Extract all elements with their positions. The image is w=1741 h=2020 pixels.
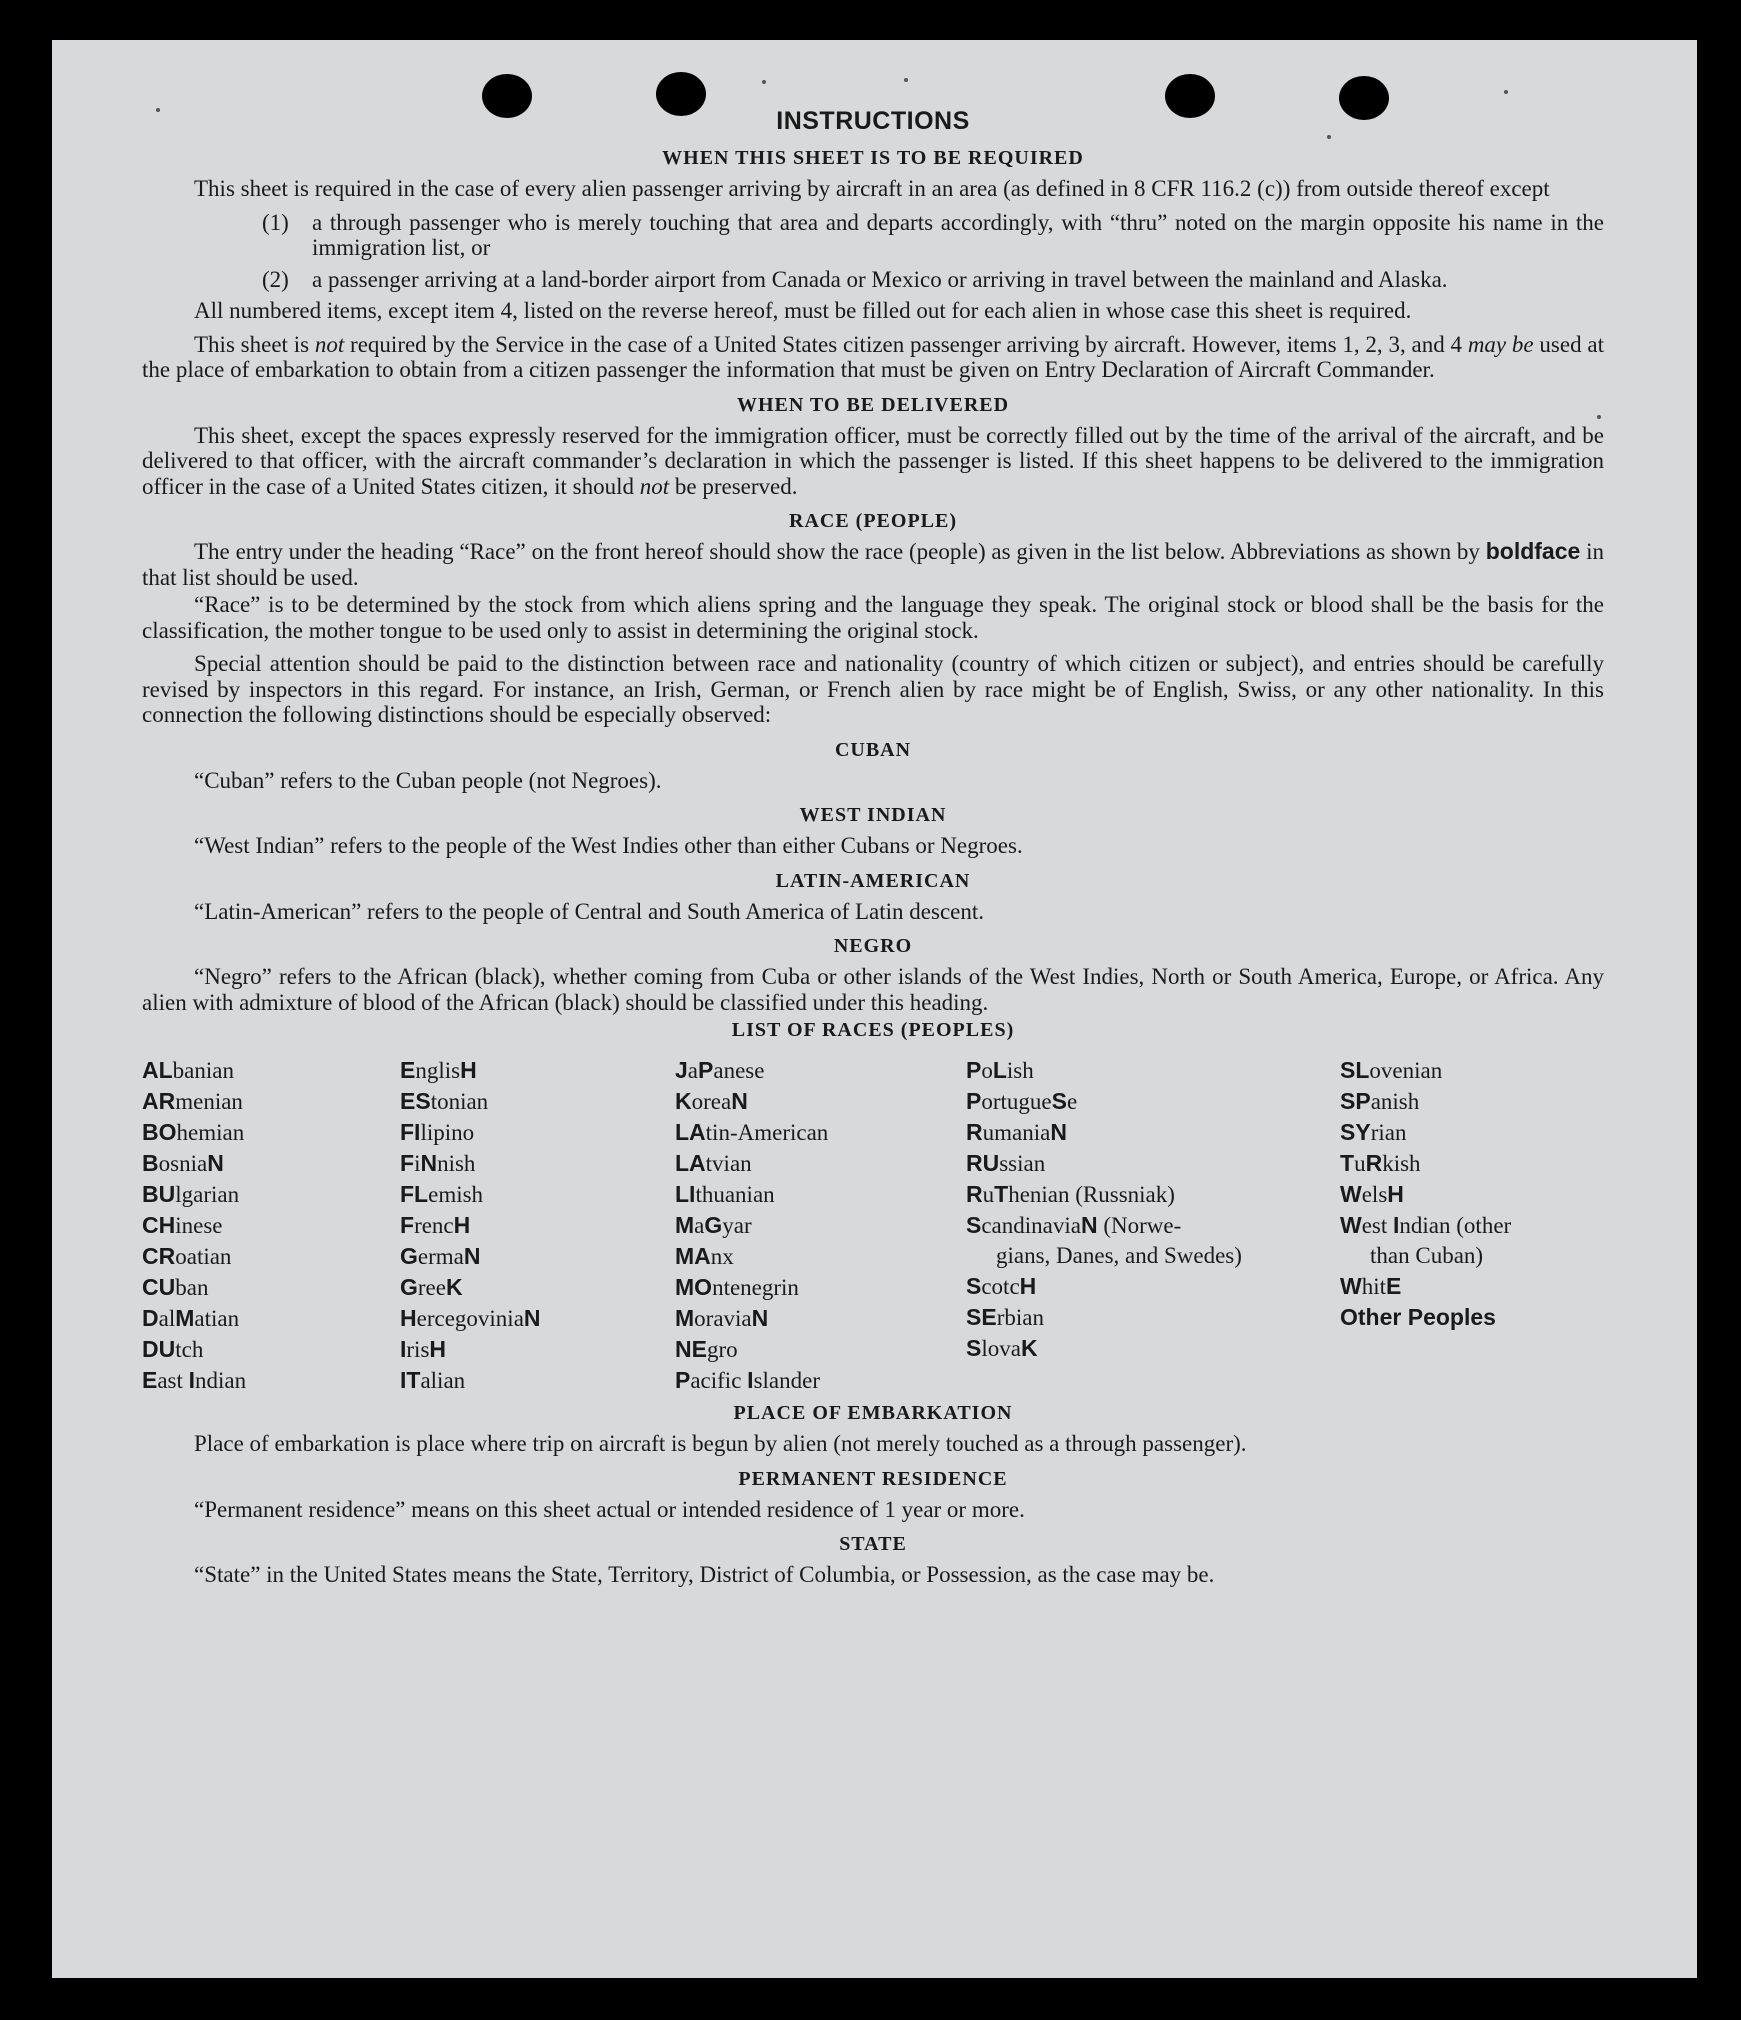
- race-abbreviation: LA: [675, 1119, 706, 1145]
- race-entry: [675, 1117, 966, 1148]
- race-abbreviation: K: [445, 1274, 463, 1300]
- race-abbreviation: I: [400, 1336, 407, 1362]
- race-text: ssian: [999, 1151, 1046, 1176]
- race-abbreviation: RU: [966, 1150, 1000, 1176]
- race-text: nx: [710, 1244, 734, 1269]
- heading-cuban: CUBAN: [834, 738, 912, 761]
- race-text: than Cuban): [1370, 1243, 1484, 1268]
- exception-item: [262, 210, 1604, 261]
- race-entry: [1340, 1210, 1604, 1241]
- race-entry: [675, 1272, 966, 1303]
- race-text: henian (Russniak): [1008, 1182, 1175, 1207]
- race-entry: [400, 1117, 675, 1148]
- race-abbreviation: NE: [675, 1336, 707, 1362]
- race-text: atian: [194, 1306, 240, 1331]
- race-entry: [966, 1086, 1340, 1117]
- race-entry: [400, 1272, 675, 1303]
- race-entry: [400, 1179, 675, 1210]
- race-abbreviation: Other Peoples: [1340, 1304, 1496, 1330]
- race-entry: [1340, 1117, 1604, 1148]
- race-abbreviation: MA: [675, 1243, 711, 1269]
- state-definition: “State” in the United States means the State, Territory, District of Columbia, or Possession, as the case may be.: [194, 1562, 1215, 1587]
- race-entry: [142, 1334, 400, 1365]
- race-entry: [142, 1086, 400, 1117]
- race-abbreviation: H: [400, 1305, 417, 1331]
- race-text: ndian (other: [1399, 1213, 1512, 1238]
- numbered-items-paragraph: All numbered items, except item 4, listed on the reverse hereof, must be filled out for each alien in whose case this sheet is required.: [194, 298, 1412, 323]
- race-abbreviation: S: [966, 1335, 982, 1361]
- race-paragraph-3: Special attention should be paid to the distinction between race and nationality (country of which citizen or subject), and entries should be carefully revised by inspectors in this regard. For instance, an Irish, German, or French alien by race might be of English, Swiss, or any other nationality. In this connection the following distinctions should be especially observed:: [142, 651, 1604, 727]
- race-entry: [675, 1241, 966, 1272]
- race-abbreviation: AL: [142, 1057, 173, 1083]
- race-abbreviation: BO: [142, 1119, 177, 1145]
- race-text: oravia: [694, 1306, 752, 1331]
- race-abbreviation: W: [1340, 1273, 1362, 1299]
- race-text: ndian: [195, 1368, 247, 1393]
- race-text: hit: [1361, 1274, 1386, 1299]
- race-text: orea: [691, 1089, 732, 1114]
- race-text: renc: [414, 1213, 454, 1238]
- race-abbreviation: F: [400, 1150, 415, 1176]
- race-entry: [400, 1086, 675, 1117]
- race-entry: [675, 1365, 966, 1396]
- race-abbreviation: R: [966, 1119, 983, 1145]
- race-entry: [966, 1271, 1340, 1302]
- exception-number: (1): [262, 209, 289, 235]
- permanent-residence-definition: “Permanent residence” means on this sheet actual or intended residence of 1 year or more.: [194, 1496, 1025, 1522]
- race-text: nglis: [415, 1058, 461, 1083]
- race-abbreviation: E: [142, 1367, 158, 1393]
- race-text: lipino: [420, 1120, 475, 1145]
- race-abbreviation: I: [1393, 1212, 1400, 1238]
- race-abbreviation: E: [1386, 1273, 1402, 1299]
- race-text: gro: [706, 1337, 738, 1362]
- race-entry: [966, 1302, 1340, 1333]
- race-entry: [1340, 1055, 1604, 1086]
- race-abbreviation: LI: [675, 1181, 696, 1207]
- heading-list-of-races: LIST OF RACES (PEOPLES): [731, 1019, 1015, 1041]
- document-page: [52, 40, 1697, 1978]
- race-abbreviation: H: [460, 1057, 477, 1083]
- race-entry: [142, 1179, 400, 1210]
- when-delivered-paragraph: This sheet, except the spaces expressly reserved for the immigration officer, must be correctly filled out by the time of the arrival of the aircraft, and be delivered to that officer, with the aircraft commander’s declaration in which the passenger is listed. If this sheet happens to be delivered to the immigration officer in the case of a United States citizen, it should not be preserved.: [142, 422, 1604, 499]
- race-abbreviation: I: [188, 1367, 196, 1393]
- race-abbreviation: P: [966, 1088, 982, 1114]
- race-text: ntenegrin: [712, 1275, 799, 1300]
- race-abbreviation: M: [175, 1305, 195, 1331]
- race-abbreviation: T: [1340, 1150, 1355, 1176]
- race-abbreviation: I: [747, 1367, 754, 1393]
- race-entry: [675, 1334, 966, 1365]
- race-text: alian: [420, 1368, 466, 1393]
- exception-text: a through passenger who is merely touching that area and departs accordingly, with “thru” noted on the margin opposite his name in the immigration list, or: [312, 209, 1604, 260]
- race-entry: [1340, 1271, 1604, 1302]
- race-entry: [400, 1334, 675, 1365]
- race-entry: [966, 1241, 1340, 1271]
- race-text: erma: [417, 1244, 464, 1269]
- race-entry: [675, 1148, 966, 1179]
- race-entry: [142, 1148, 400, 1179]
- race-abbreviation: CH: [142, 1212, 176, 1238]
- race-entry: [142, 1241, 400, 1272]
- race-text: ban: [175, 1275, 209, 1300]
- race-abbreviation: AR: [142, 1088, 176, 1114]
- race-entry: [966, 1210, 1340, 1241]
- race-abbreviation: N: [420, 1150, 438, 1176]
- race-entry: [400, 1365, 675, 1396]
- race-abbreviation: G: [704, 1212, 723, 1238]
- race-paragraph-1: The entry under the heading “Race” on the front hereof should show the race (people) as given in the list below. Abbreviations as shown by boldface in that list should be used.: [142, 538, 1605, 590]
- race-abbreviation: M: [675, 1212, 695, 1238]
- heading-race: RACE (PEOPLE): [789, 510, 957, 532]
- race-abbreviation: ES: [400, 1088, 431, 1114]
- race-entry: [966, 1117, 1340, 1148]
- race-text: inese: [175, 1213, 223, 1238]
- heading-negro: NEGRO: [833, 935, 913, 957]
- heading-place-of-embarkation: PLACE OF EMBARKATION: [733, 1402, 1013, 1424]
- race-text: kish: [1382, 1151, 1421, 1176]
- race-abbreviation: W: [1340, 1181, 1362, 1207]
- race-abbreviation: SP: [1340, 1088, 1371, 1114]
- heading-west-indian: WEST INDIAN: [799, 804, 947, 826]
- race-text: slander: [753, 1368, 820, 1393]
- race-abbreviation: H: [453, 1212, 471, 1238]
- race-entry: [400, 1303, 675, 1334]
- race-abbreviation: SL: [1340, 1057, 1370, 1083]
- race-entry: [1340, 1148, 1604, 1179]
- race-text: nish: [437, 1151, 476, 1176]
- latin-american-definition: “Latin-American” refers to the people of Central and South America of Latin descent.: [194, 898, 984, 924]
- instructions-content: [142, 106, 1604, 1596]
- race-text: tonian: [430, 1089, 489, 1114]
- race-abbreviation: FL: [400, 1181, 429, 1207]
- when-required-intro: This sheet is required in the case of every alien passenger arriving by aircraft in an area (as defined in 8 CFR 116.2 (c)) from outside thereof except: [194, 176, 1550, 201]
- race-entry: [675, 1210, 966, 1241]
- race-text: menian: [175, 1089, 243, 1114]
- race-text: anish: [1370, 1089, 1420, 1114]
- race-text: cotc: [981, 1274, 1020, 1299]
- race-entry: [966, 1055, 1340, 1086]
- race-entry: [675, 1055, 966, 1086]
- race-text: yar: [722, 1213, 752, 1238]
- cuban-definition: “Cuban” refers to the Cuban people (not Negroes).: [194, 767, 662, 793]
- race-entry: [966, 1148, 1340, 1179]
- race-text: ris: [406, 1337, 430, 1362]
- race-text: u: [982, 1182, 995, 1207]
- race-abbreviation: CR: [142, 1243, 176, 1269]
- heading-when-delivered: WHEN TO BE DELIVERED: [736, 393, 1010, 416]
- race-abbreviation: N: [207, 1150, 224, 1176]
- race-text: est: [1361, 1213, 1394, 1238]
- race-entry: [400, 1241, 675, 1272]
- race-abbreviation: R: [1365, 1150, 1383, 1176]
- race-abbreviation: J: [675, 1057, 688, 1083]
- race-abbreviation: W: [1340, 1212, 1362, 1238]
- race-entry: [1340, 1302, 1604, 1333]
- race-text: e: [1066, 1089, 1078, 1114]
- race-text: tvian: [705, 1151, 752, 1176]
- race-text: banian: [172, 1058, 234, 1083]
- race-abbreviation: N: [731, 1088, 748, 1114]
- race-entry: [400, 1055, 675, 1086]
- race-text: lova: [981, 1336, 1021, 1361]
- race-abbreviation: N: [523, 1305, 541, 1331]
- race-abbreviation: S: [966, 1212, 982, 1238]
- race-entry: [1340, 1241, 1604, 1271]
- race-text: ovenian: [1369, 1058, 1443, 1083]
- race-text: tin-American: [705, 1120, 829, 1145]
- race-abbreviation: DU: [142, 1336, 176, 1362]
- race-entry: [966, 1333, 1340, 1364]
- race-text: thuanian: [695, 1182, 775, 1207]
- race-entry: [142, 1272, 400, 1303]
- race-abbreviation: BU: [142, 1181, 176, 1207]
- race-text: rian: [1370, 1120, 1407, 1145]
- race-text: umania: [982, 1120, 1051, 1145]
- race-abbreviation: D: [142, 1305, 159, 1331]
- race-abbreviation: N: [1050, 1119, 1067, 1145]
- heading-when-required: WHEN THIS SHEET IS TO BE REQUIRED: [662, 147, 1084, 169]
- race-abbreviation: L: [992, 1057, 1007, 1083]
- race-abbreviation: N: [751, 1305, 769, 1331]
- race-column: [400, 1055, 675, 1396]
- race-text: hemian: [176, 1120, 245, 1145]
- race-entry: [1340, 1179, 1604, 1210]
- exception-item: [262, 267, 1604, 293]
- race-abbreviation: N: [1080, 1212, 1098, 1238]
- race-column: [966, 1055, 1340, 1396]
- race-text: acific: [690, 1368, 748, 1393]
- place-of-embarkation-definition: Place of embarkation is place where trip on aircraft is begun by alien (not merely touched as a through passenger).: [194, 1431, 1247, 1456]
- race-entry: [400, 1210, 675, 1241]
- race-entry: [675, 1086, 966, 1117]
- race-text: ree: [417, 1275, 446, 1300]
- race-text: oatian: [175, 1244, 232, 1269]
- west-indian-definition: “West Indian” refers to the people of the West Indies other than either Cubans or Negroes.: [194, 833, 1023, 858]
- race-text: rbian: [996, 1305, 1044, 1330]
- race-text: emish: [428, 1182, 484, 1207]
- race-abbreviation: N: [463, 1243, 481, 1269]
- race-abbreviation: H: [429, 1336, 447, 1362]
- race-abbreviation: R: [966, 1181, 983, 1207]
- race-abbreviation: B: [142, 1150, 159, 1176]
- race-text: osnia: [158, 1151, 208, 1176]
- race-column: [1340, 1055, 1604, 1396]
- race-entry: [675, 1179, 966, 1210]
- race-text: gians, Danes, and Swedes): [996, 1243, 1242, 1268]
- exception-number: (2): [262, 266, 289, 292]
- race-text: u: [1354, 1151, 1366, 1176]
- race-text: ast: [157, 1368, 189, 1393]
- heading-state: STATE: [839, 1533, 907, 1555]
- race-entry: [1340, 1086, 1604, 1117]
- race-text: candinavia: [981, 1213, 1081, 1238]
- race-entry: [675, 1303, 966, 1334]
- negro-definition: “Negro” refers to the African (black), whether coming from Cuba or other islands of the West Indies, North or South America, Europe, or Africa. Any alien with admixture of blood of the African (black) should be classified under this heading.: [142, 964, 1604, 1015]
- race-abbreviation: G: [400, 1274, 418, 1300]
- race-text: ortugue: [981, 1089, 1052, 1114]
- race-text: ercegovinia: [416, 1306, 524, 1331]
- race-abbreviation: SE: [966, 1304, 997, 1330]
- race-text: tch: [175, 1337, 204, 1362]
- race-abbreviation: K: [675, 1088, 692, 1114]
- race-text: a: [694, 1213, 705, 1238]
- race-text: i: [414, 1151, 421, 1176]
- race-entry: [142, 1055, 400, 1086]
- race-abbreviation: F: [400, 1212, 415, 1238]
- race-abbreviation: CU: [142, 1274, 176, 1300]
- race-abbreviation: S: [966, 1273, 982, 1299]
- race-text: anese: [713, 1058, 765, 1083]
- race-list: [142, 1055, 1604, 1396]
- race-entry: [142, 1303, 400, 1334]
- heading-latin-american: LATIN-AMERICAN: [775, 869, 971, 892]
- race-abbreviation: S: [1051, 1088, 1067, 1114]
- race-abbreviation: H: [1387, 1181, 1404, 1207]
- citizen-paragraph: This sheet is not required by the Service in the case of a United States citizen passenger arriving by aircraft. However, items 1, 2, 3, and 4 may be used at the place of embarkation to obtain from a citizen passenger the information that must be given on Entry Declaration of Aircraft Commander.: [142, 331, 1604, 382]
- race-abbreviation: LA: [675, 1150, 706, 1176]
- race-abbreviation: T: [994, 1181, 1009, 1207]
- race-abbreviation: G: [400, 1243, 418, 1269]
- race-entry: [142, 1365, 400, 1396]
- race-abbreviation: SY: [1340, 1119, 1371, 1145]
- race-abbreviation: P: [698, 1057, 714, 1083]
- race-paragraph-2: “Race” is to be determined by the stock from which aliens spring and the language they speak. The original stock or blood shall be the basis for the classification, the mother tongue to be used only to assist in determining the original stock.: [142, 592, 1604, 643]
- race-abbreviation: P: [966, 1057, 982, 1083]
- race-text: a: [687, 1058, 699, 1083]
- race-abbreviation: P: [675, 1367, 691, 1393]
- race-entry: [400, 1148, 675, 1179]
- race-text: ish: [1006, 1058, 1034, 1083]
- race-entry: [966, 1179, 1340, 1210]
- race-text: els: [1361, 1182, 1388, 1207]
- race-abbreviation: K: [1020, 1335, 1038, 1361]
- exception-text: a passenger arriving at a land-border airport from Canada or Mexico or arriving in travel between the mainland and Alaska.: [312, 266, 1448, 292]
- race-text: lgarian: [175, 1182, 240, 1207]
- race-text: o: [981, 1058, 993, 1083]
- race-column: [142, 1055, 400, 1396]
- race-entry: [142, 1117, 400, 1148]
- race-text: (Norwe-: [1097, 1213, 1182, 1238]
- race-abbreviation: MO: [675, 1274, 713, 1300]
- race-abbreviation: IT: [400, 1367, 421, 1393]
- race-abbreviation: FI: [400, 1119, 421, 1145]
- race-column: [675, 1055, 966, 1396]
- race-abbreviation: H: [1019, 1273, 1037, 1299]
- race-abbreviation: E: [400, 1057, 416, 1083]
- heading-permanent-residence: PERMANENT RESIDENCE: [738, 1467, 1008, 1490]
- race-text: al: [158, 1306, 176, 1331]
- race-abbreviation: M: [675, 1305, 695, 1331]
- document-title: INSTRUCTIONS: [776, 107, 970, 135]
- race-entry: [142, 1210, 400, 1241]
